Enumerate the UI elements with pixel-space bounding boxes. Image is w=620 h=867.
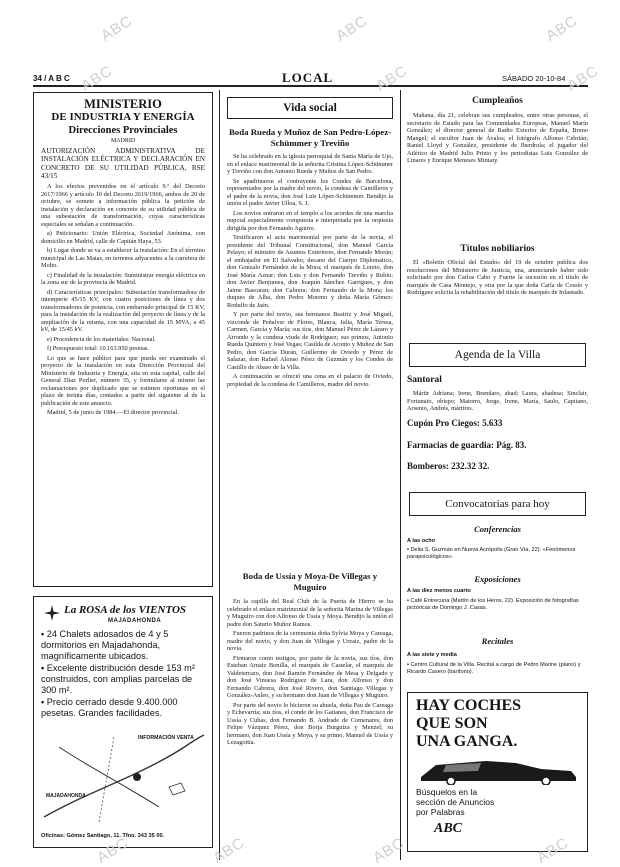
wedding-1-body (227, 153, 393, 390)
vida-social-banner (227, 97, 393, 119)
convocatorias-banner (409, 492, 586, 516)
car-illustration (416, 755, 581, 785)
cupon-pro-ciegos: Cupón Pro Ciegos: 5.633 (407, 418, 503, 428)
section-title: LOCAL (282, 70, 334, 85)
abc-watermark: ABC (564, 62, 602, 95)
convocatorias-title: Convocatorias para hoy (445, 498, 550, 510)
map-label-info: INFORMACIÓN VENTA (138, 735, 194, 741)
column-divider-1 (219, 90, 220, 860)
rosa-bullet: • Excelente distribución desde 153 m² construidos, con amplias parcelas de 300 m². (41, 663, 207, 696)
coches-ad (407, 692, 588, 852)
abc-watermark: ABC (534, 834, 572, 867)
ministry-paragraph: d) Características principales: Subestación transformadora de intemperie 45/15 KV, con cuatro posiciones de línea y dos transformadores de potencia, con embarrado principal de 15 KV, para la instalación de la realización del proyecto de línea y de la ampliación de la misma, con una capacidad de 15 MVA, a 45 kV, de 15/45 kV. (41, 288, 205, 334)
wedding-1-paragraph: Se ha celebrado en la iglesia parroquial de Santa María de Ujo, en el enlace matrimonial de la señorita Cristina López-Schümmer y Treviño con don Antonio Rueda y Muñoz de San Pedro. (227, 153, 393, 175)
ministry-city: MADRID (110, 138, 136, 144)
ministry-heading: AUTORIZACIÓN ADMINISTRATIVA DE INSTALACIÓN ELÉCTRICA Y DECLARACIÓN EN CONCRETO DE SU UTILIDAD PÚBLICA, RSE 43/15 (41, 147, 205, 180)
wedding-1-paragraph: Se apadrinaron el contrayente los Condes de Barcelona, representados por la madre del novio, la condesa de Camilleros y el padre de la novia, don José Luis López-Schümmer. Bendijo la unión el padre Javier Ulloa, S. J. (227, 177, 393, 207)
ministry-subtitle: Direcciones Provinciales (68, 125, 178, 136)
cumpleanos-body: Mañana, día 21, celebran sus cumpleaños, entre otras personas, el secretario de Estado para las Comunidades Europeas, Manuel Marín González; el director general de Radio Exterior de España, Bruno Mangel; el escultor Juan de Ávalos; el fotógrafo Alfonso Cebrián; Raniel Lloyd y González, presidente de Iberdrola; el jugador del Atlético de Madrid Julio Prieto y los periodistas Luis González de Linares y Enrique Meneses Miniaty. (407, 112, 588, 164)
ministry-paragraph: c) Finalidad de la instalación: Suministrar energía eléctrica en la zona sur de la provincia de Madrid. (41, 271, 205, 287)
abc-watermark: ABC (210, 834, 248, 867)
abc-watermark: ABC (333, 12, 371, 45)
rosa-bullet: • 24 Chalets adosados de 4 y 5 dormitorios en Majadahonda, magníficamente ubicados. (41, 629, 207, 662)
coches-headline-1: HAY COCHES (416, 697, 522, 714)
ministry-title-2: DE INDUSTRIA Y ENERGÍA (51, 111, 195, 123)
header-rule (33, 85, 588, 87)
ministry-paragraph: a) Peticionario: Unión Eléctrica, Sociedad Anónima, con domicilio en Madrid, calle de Capitán Haya, 53. (41, 230, 205, 245)
cumpleanos-title: Cumpleaños (472, 96, 523, 106)
titulos-body: El «Boletín Oficial del Estado» del 19 de octubre publica dos resoluciones del Ministerio de Justicia, una, anunciando haber sido solicitado por don Carlos Cabo y Fuerte la sucesión en el título de marqués de Casa Montejo, y otra por la que doña Carla de Cossío y Rodríguez solicita la rehabilitación del título de marqués de Infantado. (407, 259, 588, 296)
bomberos-phone: Bomberos: 232.32 32. (407, 461, 490, 471)
location-map (39, 727, 207, 827)
recitales-item: • Centro Cultural de la Villa. Recital a cargo de Pedro Marine (piano) y Ricardo Casero (barítono). (407, 662, 588, 676)
santoral-body: Mártir Adriana; Irene, Brendaro, abad; Laura, abadesa; Sinclair, Fortunato, obispo; Matorro, Jorge, Irene, María, Saulo, Capitano, Arsenio, Andrés, mártires. (407, 390, 588, 412)
santoral-title: Santoral (407, 375, 442, 385)
coches-headline-2: QUE SON (416, 715, 488, 732)
abc-watermark: ABC (98, 12, 136, 45)
wedding-1-paragraph: Y por parte del novio, sus hermanos Beatriz y José Miguel, vizconde de Peñalver de Flores, Blanca, Julia, María Teresa, Carmen, García y María; sus tíos, don Manuel Pérez de Lázaro y Arrondo y la condesa viuda de Rodríguez; sus primos, Antonio Rueda Quintero y José Vegas; Casilda de Aconto y Muñoz de San Pedro, don García Durán, Guillermo de Oviedo y Pérez de Salazar, don Rafael Alonso Pérez de Guzmán y los Condes de Castillo de Abaso de la Villa. (227, 311, 393, 371)
abc-watermark: ABC (370, 834, 408, 867)
recitales-time: A las siete y media (407, 652, 457, 658)
vida-social-title: Vida social (283, 102, 337, 114)
agenda-title: Agenda de la Villa (454, 349, 541, 361)
ministry-paragraph: b) Lugar donde se va a establecer la instalación: En el término municipal de Las Matas, en terrenos adyacentes a la carretera de Molto. (41, 247, 205, 270)
coches-body-line: por Palabras (416, 807, 465, 817)
conferencias-item: • Delia S. Guzmán en Nueva Acrópolis (Gran Vía, 22): «Fenómenos parapsicológicos». (407, 547, 588, 561)
ministry-notice (33, 92, 213, 587)
agenda-banner (409, 343, 586, 367)
rosa-offices: Oficinas: Gómez Santiago, 11. Tfno. 343 35 00. (41, 833, 165, 839)
compass-rose-icon (44, 605, 60, 621)
titulos-title: Títulos nobiliarios (460, 244, 535, 254)
wedding-1-paragraph: Los novios entraron en el templo a los acordes de una marcha nupcial especialmente compuesta e interpretada por la orquesta dirigida por don Fernando Aguirre. (227, 209, 393, 232)
wedding-1-title: Boda Rueda y Muñoz de San Pedro-López-Schümmer y Treviño (228, 127, 392, 148)
map-label-town: MAJADAHONDA (46, 793, 86, 799)
farmacias-guardia: Farmacias de guardia: Pág. 83. (407, 440, 527, 450)
recitales-title: Recitales (481, 636, 514, 646)
abc-watermark: ABC (94, 834, 132, 867)
wedding-1-paragraph: A continuación se ofreció una cena en el palacio de Oviedo, propiedad de la condesa de Camilleros, madre del novio. (227, 373, 393, 388)
wedding-2-body (227, 598, 393, 749)
wedding-1-paragraph: Testificaron el acta matrimonial por parte de la novia, el presidente del Tribunal Constitucional, don Manuel García Pelayo; el ministro de Asuntos Exteriores, don Fernando Morán; el embajador en El Salvador, decano del Cuerpo Diplomático, don Gonzalo Fernández de la Mora; el marqués de Loreto, don José María Aznar; don Luis y don Fernando Treviño y Rubio; don Javier Benjumea, don Joaquín Sánchez Garrigues, y don Jaime Bascaran; don Cabrera; don Fernando de la Mora; los duques de Alba, don Pedro Moreno y doña María Gómez-Rodulfo de Jaén. (227, 234, 393, 309)
ministry-title-1: MINISTERIO (84, 97, 162, 111)
wedding-2-paragraph: Fueron padrinos de la ceremonia doña Sylvia Moya y Careaga, madre del novio, y don Juan de Villegas y Urzaiz, padre de la novia. (227, 630, 393, 652)
wedding-2-paragraph: Firmaron como testigos, por parte de la novia, sus tíos, don Esteban Arnaiz Bonilla, el marqués de Castelar, el marqués de Valdeterrazo, don José Ramón Fernández de Mesa y Delgado y don José Vinuesa Rodríguez de Lara, don Alfonso y don Fernando Cabrera, don José Rivero, don Santiago Villegas y González-Anleo, y su hermano don Juan de Villegas y Muguiro. (227, 654, 393, 699)
ministry-paragraph: f) Presupuesto total: 10.163.950 pesetas. (47, 345, 149, 353)
conferencias-title: Conferencias (474, 524, 521, 534)
column-divider-2 (400, 90, 401, 860)
abc-watermark: ABC (373, 62, 411, 95)
coches-body-line: Búsquelos en la (416, 787, 478, 797)
coches-headline-3: UNA GANGA. (416, 733, 518, 750)
abc-logo: ABC (434, 821, 463, 836)
rosa-bullets (41, 629, 207, 719)
exposiciones-time: A las diez menos cuarto (407, 588, 471, 594)
wedding-2-title: Boda de Ussía y Moya-De Villegas y Muguiro (242, 571, 378, 592)
abc-watermark: ABC (543, 12, 581, 45)
exposiciones-title: Exposiciones (474, 574, 521, 584)
page-number-header: 34 / A B C (33, 74, 70, 83)
ministry-paragraph: Lo que se hace público para que pueda ser examinado el proyecto de la instalación en esta Dirección Provincial del Ministerio de Industria y Energía, sita en esta capital, calle del General Díaz Porlier, número 35, y formularse al mismo las reclamaciones por duplicado que se estimen oportunas en el plazo de treinta días, contados a partir del siguiente al de la publicación de este anuncio. (41, 354, 205, 407)
abc-watermark: ABC (78, 62, 116, 95)
exposiciones-item: • Café Entrecuna (Martín de los Heros, 22). Exposición de fotografías pictóricas de Domingo J. Casas. (407, 598, 588, 612)
rosa-bullet: • Precio cerrado desde 9.400.000 pesetas. Grandes facilidades. (41, 697, 207, 719)
coches-body (416, 787, 581, 817)
rosa-vientos-ad (33, 596, 213, 848)
rosa-location: MAJADAHONDA (108, 618, 162, 624)
rosa-brand: La ROSA de los VIENTOS (64, 604, 187, 616)
ministry-body (41, 183, 205, 417)
wedding-2-paragraph: En la capilla del Real Club de la Puerta de Hierro se ha celebrado el enlace matrimonial de la señorita Marina de Villegas y Muguiro con don Alfonso de Ussía y Moya. Bendijo la unión el padre don Saturio Muñoz Ramos. (227, 598, 393, 628)
wedding-2-paragraph: Por parte del novio lo hicieron su abuela, doña Pau de Careaga y Echevarría; sus tíos, el conde de los Gaitanes, don Francisco de Ussía y Cubas, don Fernando B. Andrade de Comenares, don Felipe Vázquez Pérez, don Borja Burguiza y Menzel; su hermano, don Juan Ussía y Moya, y su primo, Manuel de Ussía y Lezagoitia. (227, 701, 393, 746)
ministry-paragraph: A los efectos prevenidos en el artículo 9.º del Decreto 2617/1966 y artículo 10 del Decreto 2619/1966, ambos de 20 de octubre, se somete a información pública la petición de instalación y declaración en concreto de su utilidad pública de una subestación de transformación, cuyas características especiales se señalan a continuación. (41, 183, 205, 228)
coches-body-line: sección de Anuncios (416, 797, 495, 807)
ministry-signature: Madrid, 5 de junio de 1984.—El director provincial. (47, 409, 179, 417)
header-date: SÁBADO 20-10-84 (502, 74, 566, 83)
conferencias-time: A las ocho (407, 538, 436, 544)
ministry-paragraph: e) Procedencia de los materiales: Nacional. (47, 335, 156, 343)
